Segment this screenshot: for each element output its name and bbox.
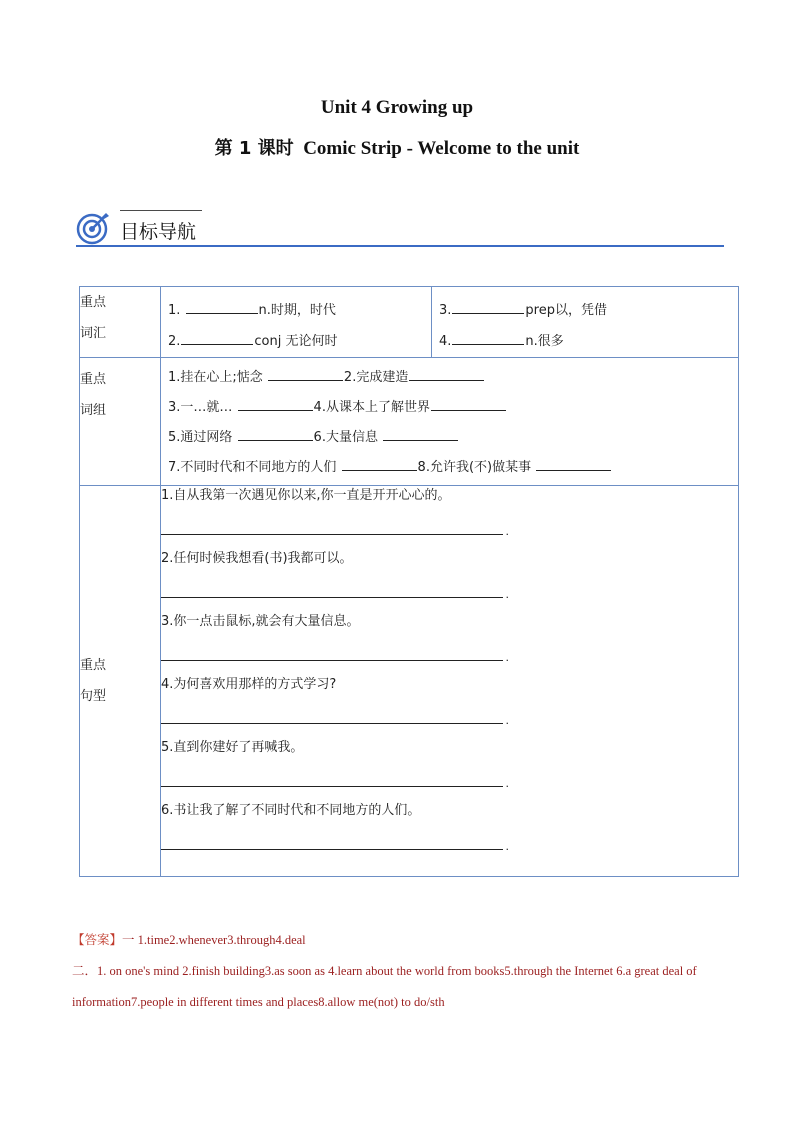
- vocab-item: 1. n.时期，时代 2. conj 无论何时: [168, 303, 338, 349]
- section-divider: [76, 245, 724, 247]
- vocab-item: 3. prep以，凭借 4. n.很多: [439, 303, 607, 349]
- blank-field[interactable]: [383, 428, 458, 441]
- answer-line-1: 【答案】一 1.time2.whenever3.through4.deal: [72, 932, 306, 947]
- blank-field[interactable]: [238, 428, 313, 441]
- sentence-prompt: 3.你一点击鼠标,就会有大量信息。: [161, 614, 360, 629]
- phrases-category: 重点 词组: [80, 358, 161, 486]
- blank-field[interactable]: [238, 398, 313, 411]
- blank-field[interactable]: [452, 301, 524, 314]
- answer-line[interactable]: .: [161, 583, 503, 598]
- blank-field[interactable]: [431, 398, 506, 411]
- target-icon: [76, 211, 110, 245]
- blank-field[interactable]: [268, 368, 343, 381]
- sentence-prompt: 1.自从我第一次遇见你以来,你一直是开开心心的。: [161, 488, 451, 503]
- objectives-table: [79, 286, 739, 877]
- answer-line[interactable]: .: [161, 772, 503, 787]
- answer-tag: 【答案】: [72, 932, 123, 947]
- vocab-category: 重点 词汇: [80, 287, 161, 358]
- section-label: 目标导航: [120, 221, 197, 243]
- blank-field[interactable]: [186, 301, 258, 314]
- section-header: [76, 208, 724, 248]
- sentence-prompt: 5.直到你建好了再喊我。: [161, 740, 304, 755]
- section-top-rule: [120, 210, 202, 211]
- lesson-number: 第 1 课时: [214, 138, 294, 159]
- lesson-subtitle: [0, 134, 794, 160]
- vocab-left: [161, 287, 432, 358]
- page-title: Unit 4 Growing up: [320, 97, 474, 118]
- sentences-row: [80, 486, 739, 877]
- sentences-category: 重点 句型: [80, 486, 161, 877]
- blank-field[interactable]: [452, 332, 524, 345]
- phrase-line: 7.不同时代和不同地方的人们 8.允许我(不)做某事: [161, 453, 738, 483]
- answer-line[interactable]: .: [161, 835, 503, 850]
- blank-field[interactable]: [409, 368, 484, 381]
- phrase-line: 3.一…就… 4.从课本上了解世界: [161, 393, 738, 423]
- blank-field[interactable]: [536, 458, 611, 471]
- phrase-line: 5.通过网络 6.大量信息: [161, 423, 738, 453]
- vocab-row: [80, 287, 739, 358]
- lesson-topic: Comic Strip - Welcome to the unit: [303, 138, 580, 159]
- vocab-right: [432, 287, 739, 358]
- sentence-prompt: 6.书让我了解了不同时代和不同地方的人们。: [161, 803, 421, 818]
- phrases-row: [80, 358, 739, 486]
- blank-field[interactable]: [181, 332, 253, 345]
- blank-field[interactable]: [342, 458, 417, 471]
- answer-line[interactable]: .: [161, 520, 503, 535]
- answer-line-2: 二．1. on one's mind 2.finish building3.as soon as 4.learn about the world from books5.through the Internet 6.a great deal of information7.people in different times and places8.allow me(not) to do/sth: [72, 964, 697, 1009]
- phrase-line: 1.挂在心上;惦念 2.完成建造: [161, 363, 738, 393]
- sentence-prompt: 2.任何时候我想看(书)我都可以。: [161, 551, 353, 566]
- answer-line[interactable]: .: [161, 646, 503, 661]
- phrases-cell: [161, 358, 739, 486]
- answer-key: [72, 924, 732, 1018]
- answer-line[interactable]: .: [161, 709, 503, 724]
- sentences-cell: [161, 486, 739, 877]
- sentence-prompt: 4.为何喜欢用那样的方式学习?: [161, 677, 337, 692]
